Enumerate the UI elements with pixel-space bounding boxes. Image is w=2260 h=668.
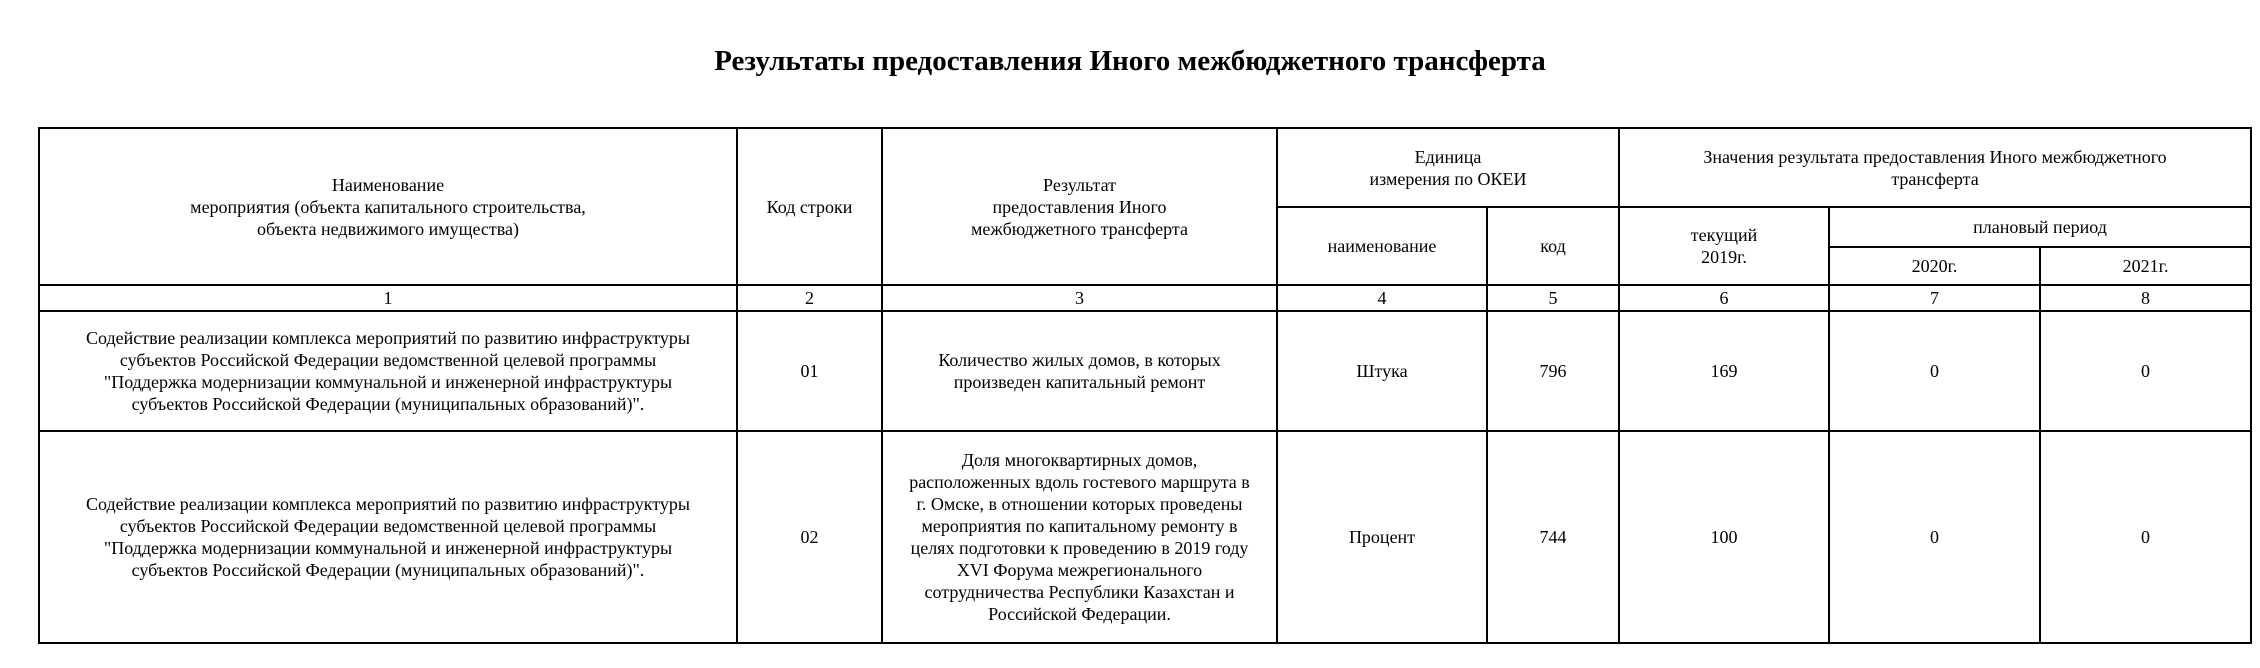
cell-code: 02 xyxy=(737,431,882,643)
cell-result: Количество жилых домов, в которых произведен капитальный ремонт xyxy=(882,311,1277,431)
cell-name: Содействие реализации комплекса мероприятий по развитию инфраструктуры субъектов Российской Федерации ведомственной целевой программы "Поддержка модернизации коммунальной и инженерной инфраструктуры субъектов Российской Федерации (муниципальных образований)". xyxy=(39,311,737,431)
header-result: Результат предоставления Иного межбюджетного трансферта xyxy=(882,128,1277,285)
header-code: Код строки xyxy=(737,128,882,285)
cell-unit-code: 744 xyxy=(1487,431,1619,643)
cell-result: Доля многоквартирных домов, расположенных вдоль гостевого маршрута в г. Омске, в отношении которых проведены мероприятия по капитальному ремонту в целях подготовки к проведению в 2019 году XVI Форума межрегионального сотрудничества Республики Казахстан и Российской Федерации. xyxy=(882,431,1277,643)
column-number: 2 xyxy=(737,285,882,311)
header-planned-period: плановый период xyxy=(1829,207,2251,247)
column-number: 1 xyxy=(39,285,737,311)
cell-unit-code: 796 xyxy=(1487,311,1619,431)
column-number-row xyxy=(39,285,2251,311)
cell-2020: 0 xyxy=(1829,311,2040,431)
table-row xyxy=(39,431,2251,643)
header-values: Значения результата предоставления Иного межбюджетного трансферта xyxy=(1619,128,2251,207)
cell-2021: 0 xyxy=(2040,431,2251,643)
cell-name: Содействие реализации комплекса мероприятий по развитию инфраструктуры субъектов Российской Федерации ведомственной целевой программы "Поддержка модернизации коммунальной и инженерной инфраструктуры субъектов Российской Федерации (муниципальных образований)". xyxy=(39,431,737,643)
cell-current: 100 xyxy=(1619,431,1829,643)
header-current-year: текущий 2019г. xyxy=(1619,207,1829,285)
column-number: 3 xyxy=(882,285,1277,311)
cell-code: 01 xyxy=(737,311,882,431)
table-row xyxy=(39,311,2251,431)
cell-unit-name: Процент xyxy=(1277,431,1487,643)
header-year-2021: 2021г. xyxy=(2040,247,2251,285)
header-name: Наименование мероприятия (объекта капитального строительства, объекта недвижимого имущества) xyxy=(39,128,737,285)
header-year-2020: 2020г. xyxy=(1829,247,2040,285)
cell-2021: 0 xyxy=(2040,311,2251,431)
column-number: 6 xyxy=(1619,285,1829,311)
header-unit-name: наименование xyxy=(1277,207,1487,285)
header-row-1 xyxy=(39,128,2251,207)
cell-current: 169 xyxy=(1619,311,1829,431)
results-table xyxy=(38,127,2252,644)
header-unit-code: код xyxy=(1487,207,1619,285)
column-number: 4 xyxy=(1277,285,1487,311)
column-number: 7 xyxy=(1829,285,2040,311)
header-unit: Единица измерения по ОКЕИ xyxy=(1277,128,1619,207)
cell-2020: 0 xyxy=(1829,431,2040,643)
cell-unit-name: Штука xyxy=(1277,311,1487,431)
column-number: 8 xyxy=(2040,285,2251,311)
page-title: Результаты предоставления Иного межбюджетного трансферта xyxy=(714,45,1546,77)
column-number: 5 xyxy=(1487,285,1619,311)
